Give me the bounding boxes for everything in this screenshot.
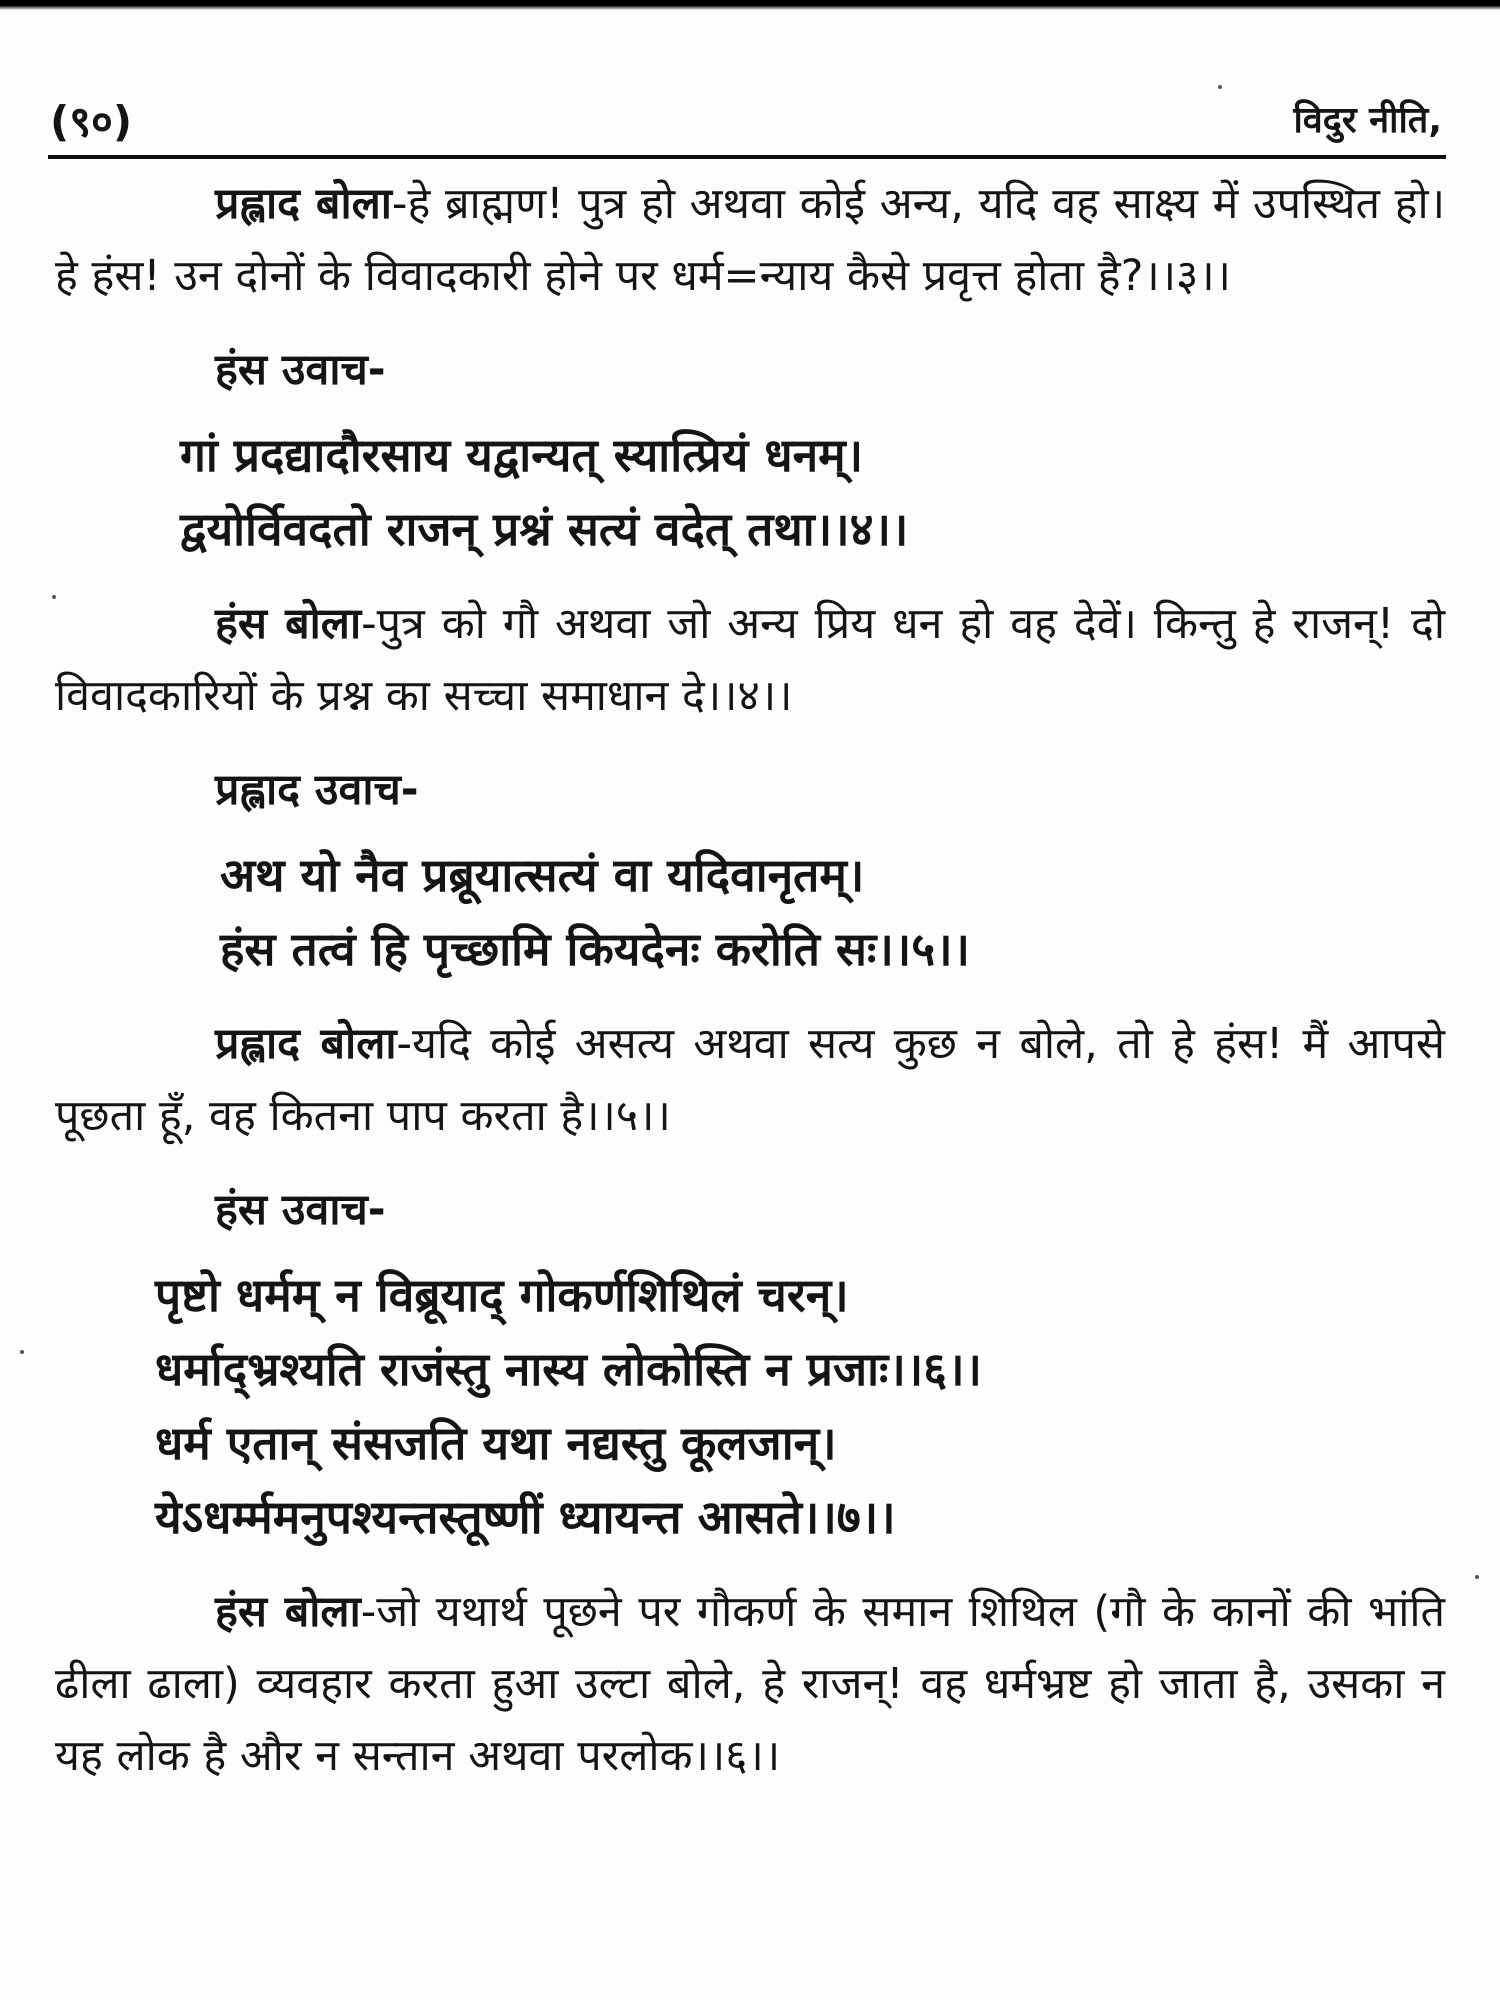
- paragraph-hamsa-6: [55, 1576, 1445, 1792]
- section-heading-prahlad-uvacha: प्रह्लाद उवाच-: [215, 765, 419, 815]
- speaker-label: हंस बोला: [215, 599, 362, 649]
- paragraph-prahlad-3: [55, 168, 1445, 312]
- verse-6-7: [155, 1258, 1445, 1554]
- verse-4: [180, 418, 1445, 566]
- verse-5: [220, 838, 1445, 986]
- verse-line: धर्म एतान् संसजति यथा नद्यस्तु कूलजान्।: [155, 1416, 837, 1470]
- verse-line: पृष्टो धर्मम् न विब्रूयाद् गोकर्णशिथिलं चरन्।: [155, 1268, 849, 1322]
- verse-line: द्वयोर्विवदतो राजन् प्रश्नं सत्यं वदेत् तथा।।४।।: [180, 502, 909, 556]
- verse-line: अथ यो नैव प्रब्रूयात्सत्यं वा यदिवानृतम्।: [220, 848, 865, 902]
- scan-speck: [1475, 1575, 1479, 1579]
- page-number: (९०): [50, 97, 133, 146]
- scan-speck: [20, 1350, 24, 1354]
- section-heading-hamsa-uvacha: हंस उवाच-: [215, 345, 386, 395]
- scan-speck: [1218, 85, 1222, 89]
- page-header: [50, 92, 1442, 152]
- speaker-label: हंस बोला: [215, 1587, 361, 1637]
- running-title: विदुर नीति,: [1293, 100, 1442, 141]
- verse-line: हंस तत्वं हि पृच्छामि कियदेनः करोति सः।।५।।: [220, 922, 970, 976]
- paragraph-text: -हे ब्राह्मण! पुत्र हो अथवा कोई अन्य, यदि वह साक्ष्य में उपस्थित हो। हे हंस! उन दोनों के विवादकारी होने पर धर्म=न्याय कैसे प्रवृत्त होता है?।।३।।: [55, 179, 1445, 301]
- paragraph-text: -जो यथार्थ पूछने पर गौकर्ण के समान शिथिल (गौ के कानों की भांति ढीला ढाला) व्यवहार करता हुआ उल्टा बोले, हे राजन्! वह धर्मभ्रष्ट हो जाता है, उसका न यह लोक है और न सन्तान अथवा परलोक।।६।।: [55, 1587, 1445, 1781]
- verse-line: धर्माद्भ्रश्यति राजंस्तु नास्य लोकोस्ति न प्रजाः।।६।।: [155, 1342, 982, 1396]
- header-rule: [48, 155, 1446, 159]
- paragraph-text: -पुत्र को गौ अथवा जो अन्य प्रिय धन हो वह देवें। किन्तु हे राजन्! दो विवादकारियों के प्रश्न का सच्चा समाधान दे।।४।।: [55, 599, 1445, 721]
- page-body: [55, 168, 1445, 1814]
- verse-line: गां प्रदद्यादौरसाय यद्वान्यत् स्यात्प्रियं धनम्।: [180, 428, 864, 482]
- speaker-label: प्रह्लाद बोला: [215, 179, 392, 229]
- paragraph-prahlad-5: [55, 1008, 1445, 1152]
- scan-edge-shadow: [0, 0, 1500, 10]
- speaker-label: प्रह्लाद बोला: [215, 1019, 397, 1069]
- paragraph-text: -यदि कोई असत्य अथवा सत्य कुछ न बोले, तो हे हंस! मैं आपसे पूछता हूँ, वह कितना पाप करता है।।५।।: [55, 1019, 1445, 1141]
- verse-line: येऽधर्म्ममनुपश्यन्तस्तूष्णीं ध्यायन्त आसते।।७।।: [155, 1490, 896, 1544]
- section-heading-hamsa-uvacha-2: हंस उवाच-: [215, 1185, 386, 1235]
- paragraph-hamsa-4: [55, 588, 1445, 732]
- scan-speck: [52, 595, 56, 599]
